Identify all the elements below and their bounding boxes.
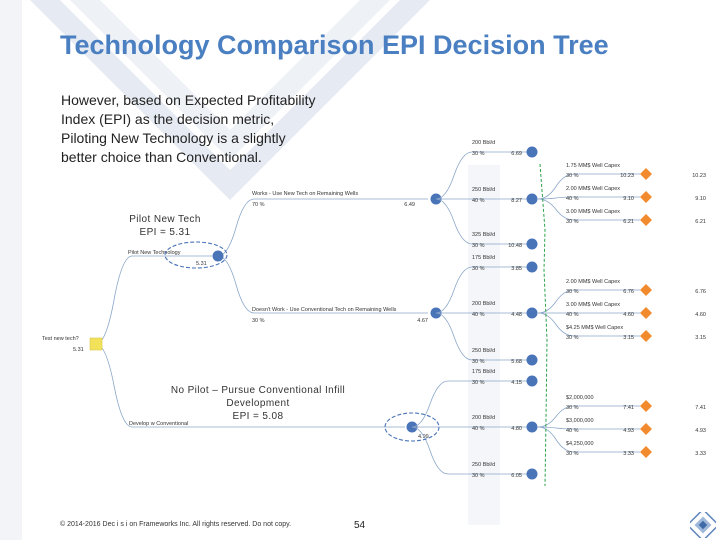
develop-capex-payoff: 7.41: [695, 405, 706, 411]
body-line: Piloting New Technology is a slightly: [61, 130, 286, 146]
pilot-chance-node: [213, 251, 224, 262]
doesnt-rate-value: 4.48: [511, 312, 522, 318]
doesnt-capex-end-node: [640, 284, 652, 296]
green-dotted-highlight: [540, 164, 547, 486]
branch-works: [218, 199, 428, 256]
doesnt-rate-value: 5.68: [511, 359, 522, 365]
doesnt-capex-prob: 30 %: [566, 335, 579, 341]
doesnt-capex-payoff: 4.60: [695, 312, 706, 318]
doesnt-rate-label: 250 Bbl/d: [472, 348, 496, 354]
develop-rate-node: [527, 376, 538, 387]
works-capex-end-node: [640, 191, 652, 203]
doesnt-label: Doesn't Work - Use Conventional Tech on Remaining Wells: [252, 307, 397, 313]
doesnt-rate-prob: 30 %: [472, 266, 485, 272]
works-capex-end-node: [640, 168, 652, 180]
pilot-label: Pilot New Technology: [128, 250, 181, 256]
works-value: 6.49: [404, 202, 415, 208]
branch-pilot: [96, 256, 212, 344]
works-capex-value: 9.10: [623, 196, 634, 202]
develop-capex-prob: 40 %: [566, 428, 579, 434]
works-rate-node: [527, 239, 538, 250]
develop-value: 4.99: [418, 434, 429, 440]
works-capex-value: 10.23: [620, 173, 634, 179]
doesnt-capex-label: $4.25 MM$ Well Capex: [566, 325, 624, 331]
works-rate-prob: 40 %: [472, 198, 485, 204]
works-rate-value: 8.27: [511, 198, 522, 204]
develop-rate-node: [527, 469, 538, 480]
doesnt-capex-value: 3.15: [623, 335, 634, 341]
develop-rate-node: [527, 422, 538, 433]
works-rate-label: 200 Bbl/d: [472, 140, 496, 146]
develop-rate-label: 175 Bbl/d: [472, 369, 496, 375]
develop-rate-value: 6.05: [511, 473, 522, 479]
doesnt-rate-node: [527, 355, 538, 366]
body-line: better choice than Conventional.: [61, 149, 262, 165]
works-capex-payoff: 10.23: [692, 173, 706, 179]
works-capex-value: 6.21: [623, 219, 634, 225]
works-rate-prob: 30 %: [472, 151, 485, 157]
root-value: 5.31: [73, 347, 84, 353]
develop-capex-value: 7.41: [623, 405, 634, 411]
branch-doesnt: [218, 256, 428, 313]
develop-rate-label: 200 Bbl/d: [472, 415, 496, 421]
develop-capex-prob: 30 %: [566, 405, 579, 411]
works-capex-prob: 30 %: [566, 219, 579, 225]
works-rate-value: 6.69: [511, 151, 522, 157]
works-rate-label: 325 Bbl/d: [472, 232, 496, 238]
works-capex-end-node: [640, 214, 652, 226]
develop-capex-label: $2,000,000: [566, 395, 594, 401]
doesnt-capex-prob: 30 %: [566, 289, 579, 295]
develop-capex-payoff: 4.93: [695, 428, 706, 434]
company-logo-icon: [690, 512, 716, 538]
doesnt-capex-payoff: 3.15: [695, 335, 706, 341]
body-line: Index (EPI) as the decision metric,: [61, 111, 275, 127]
develop-capex-end-node: [640, 423, 652, 435]
root-decision-node: [90, 338, 102, 350]
develop-rate-branch: [412, 427, 530, 474]
develop-rate-value: 4.15: [511, 380, 522, 386]
works-capex-payoff: 9.10: [695, 196, 706, 202]
develop-capex-prob: 30 %: [566, 451, 579, 457]
doesnt-value: 4.67: [417, 318, 428, 324]
develop-capex-label: $3,000,000: [566, 418, 594, 424]
slide-title: Technology Comparison EPI Decision Tree: [60, 30, 609, 60]
doesnt-rate-label: 175 Bbl/d: [472, 255, 496, 261]
develop-label: Develop w Conventional: [129, 421, 189, 427]
callout-line: Development: [226, 398, 290, 409]
doesnt-capex-end-node: [640, 307, 652, 319]
works-capex-prob: 40 %: [566, 196, 579, 202]
develop-rate-prob: 30 %: [472, 380, 485, 386]
develop-capex-end-node: [640, 446, 652, 458]
develop-capex-value: 3.33: [623, 451, 634, 457]
doesnt-capex-label: 2.00 MM$ Well Capex: [566, 279, 621, 285]
develop-rate-prob: 30 %: [472, 473, 485, 479]
develop-rate-branch: [412, 381, 530, 427]
doesnt-rate-value: 3.85: [511, 266, 522, 272]
doesnt-rate-node: [527, 308, 538, 319]
develop-capex-value: 4.93: [623, 428, 634, 434]
works-prob: 70 %: [252, 202, 265, 208]
doesnt-capex-value: 4.60: [623, 312, 634, 318]
copyright-footer: © 2014-2016 Dec i s i on Frameworks Inc. All rights reserved. Do not copy.: [60, 521, 292, 528]
doesnt-rate-prob: 40 %: [472, 312, 485, 318]
develop-rate-value: 4.80: [511, 426, 522, 432]
works-rate-prob: 30 %: [472, 243, 485, 249]
body-line: However, based on Expected Profitability: [61, 92, 316, 108]
doesnt-capex-value: 6.76: [623, 289, 634, 295]
nopilot-epi-callout: [142, 384, 374, 423]
page-number: 54: [354, 520, 366, 531]
works-capex-label: 2.00 MM$ Well Capex: [566, 186, 621, 192]
doesnt-rate-prob: 30 %: [472, 359, 485, 365]
develop-capex-label: $4,250,000: [566, 441, 594, 447]
pilot-epi-callout: [112, 213, 218, 239]
develop-capex-payoff: 3.33: [695, 451, 706, 457]
works-capex-payoff: 6.21: [695, 219, 706, 225]
callout-line: Pilot New Tech: [129, 214, 201, 225]
doesnt-capex-prob: 40 %: [566, 312, 579, 318]
develop-rate-label: 250 Bbl/d: [472, 462, 496, 468]
pilot-value: 5.31: [196, 261, 207, 267]
works-rate-value: 10.48: [508, 243, 522, 249]
works-capex-label: 3.00 MM$ Well Capex: [566, 209, 621, 215]
doesnt-rate-node: [527, 262, 538, 273]
doesnt-capex-end-node: [640, 330, 652, 342]
works-rate-label: 250 Bbl/d: [472, 187, 496, 193]
root-label: Test new tech?: [42, 336, 79, 342]
doesnt-capex-payoff: 6.76: [695, 289, 706, 295]
works-rate-node: [527, 194, 538, 205]
callout-line: No Pilot – Pursue Conventional Infill: [170, 385, 346, 396]
works-capex-prob: 30 %: [566, 173, 579, 179]
doesnt-capex-label: 3.00 MM$ Well Capex: [566, 302, 621, 308]
develop-capex-end-node: [640, 400, 652, 412]
callout-line: EPI = 5.08: [232, 411, 284, 422]
doesnt-prob: 30 %: [252, 318, 265, 324]
works-rate-node: [527, 147, 538, 158]
doesnt-rate-label: 200 Bbl/d: [472, 301, 496, 307]
callout-line: EPI = 5.31: [139, 227, 191, 238]
develop-rate-prob: 40 %: [472, 426, 485, 432]
works-capex-label: 1.75 MM$ Well Capex: [566, 163, 621, 169]
works-label: Works - Use New Tech on Remaining Wells: [252, 191, 359, 197]
